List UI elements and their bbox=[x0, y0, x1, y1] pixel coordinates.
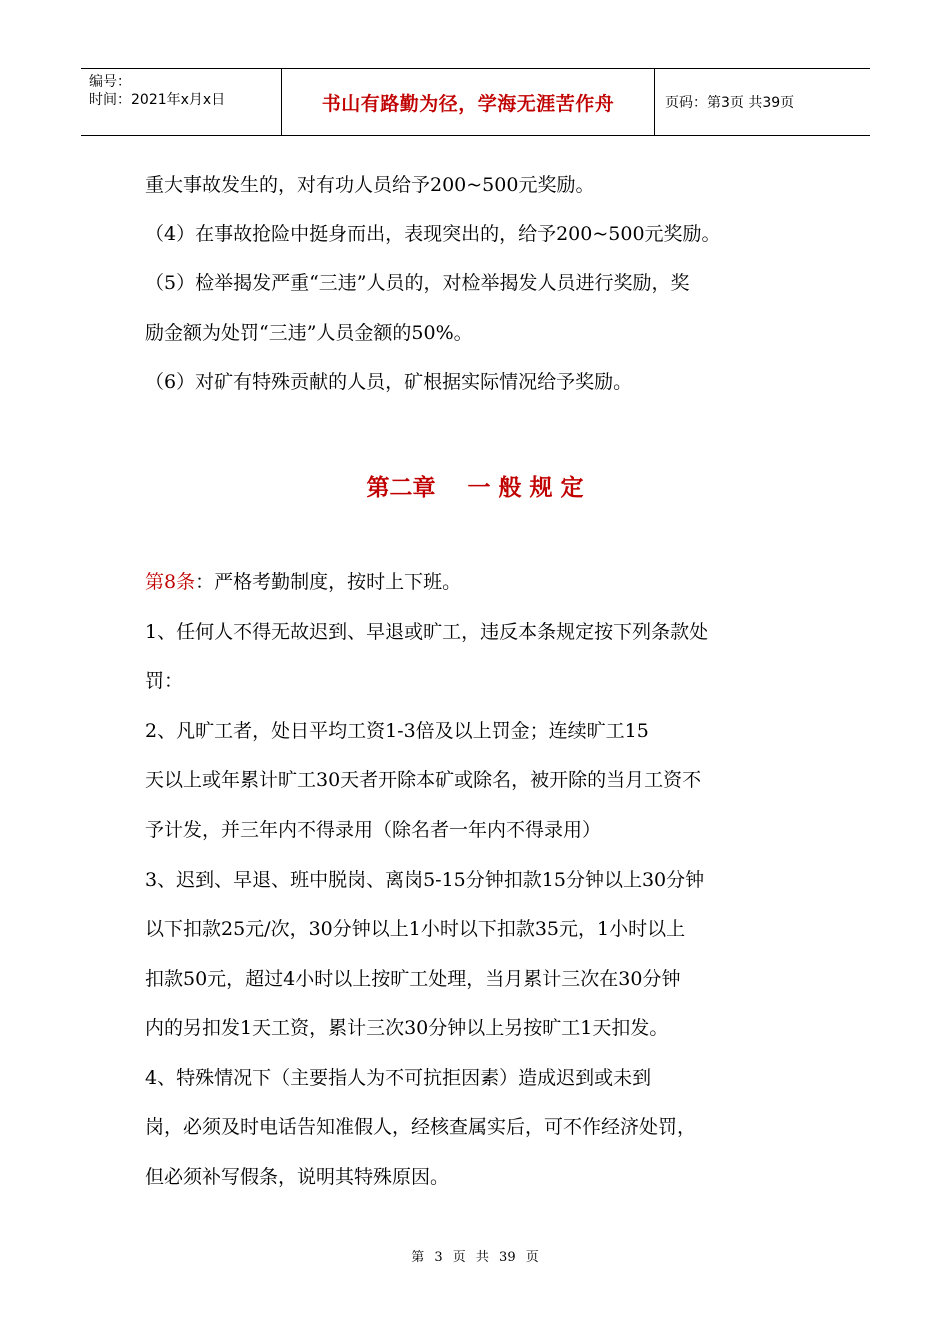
paragraph: （4）在事故抢险中挺身而出，表现突出的，给予200~500元奖励。 bbox=[145, 223, 721, 245]
rule-line: 以下扣款25元/次，30分钟以上1小时以下扣款35元，1小时以上 bbox=[145, 918, 686, 940]
document-date-label: 时间：2021年x月x日 bbox=[89, 92, 226, 108]
paragraph: 重大事故发生的，对有功人员给予200~500元奖励。 bbox=[145, 174, 595, 196]
rule-line: 内的另扣发1天工资，累计三次30分钟以上另按旷工1天扣发。 bbox=[145, 1017, 669, 1039]
header-info-cell bbox=[81, 69, 281, 135]
rule-line: 予计发，并三年内不得录用（除名者一年内不得录用） bbox=[145, 819, 602, 841]
paragraph: （5）检举揭发严重“三违”人员的，对检举揭发人员进行奖励，奖 bbox=[145, 272, 690, 294]
rule-line: 4、特殊情况下（主要指人为不可抗拒因素）造成迟到或未到 bbox=[145, 1067, 652, 1089]
header-page-code: 页码：第3页 共39页 bbox=[665, 95, 795, 111]
chapter-title: 第二章 一 般 规 定 bbox=[366, 475, 584, 501]
rule-line: 天以上或年累计旷工30天者开除本矿或除名，被开除的当月工资不 bbox=[145, 769, 702, 791]
article-text: ：严格考勤制度，按时上下班。 bbox=[195, 571, 462, 593]
page-footer: 第 3 页 共 39 页 bbox=[411, 1250, 539, 1265]
rule-line: 罚： bbox=[145, 670, 184, 692]
rule-line: 1、任何人不得无故迟到、早退或旷工，违反本条规定按下列条款处 bbox=[145, 621, 709, 643]
paragraph: （6）对矿有特殊贡献的人员，矿根据实际情况给予奖励。 bbox=[145, 371, 633, 393]
header-page-cell bbox=[655, 69, 870, 135]
rule-line: 2、凡旷工者，处日平均工资1-3倍及以上罚金；连续旷工15 bbox=[145, 720, 649, 742]
rule-line: 扣款50元，超过4小时以上按旷工处理，当月累计三次在30分钟 bbox=[145, 968, 681, 990]
paragraph: 励金额为处罚“三违”人员金额的50%。 bbox=[145, 322, 473, 344]
rule-line: 岗，必须及时电话告知准假人，经核查属实后，可不作经济处罚， bbox=[145, 1116, 697, 1138]
rule-line: 3、迟到、早退、班中脱岗、离岗5-15分钟扣款15分钟以上30分钟 bbox=[145, 869, 705, 891]
article-heading bbox=[145, 570, 461, 594]
document-number-label: 编号： bbox=[89, 74, 131, 90]
header-motto-cell bbox=[281, 69, 655, 135]
document-header bbox=[81, 68, 870, 136]
rule-line: 但必须补写假条，说明其特殊原因。 bbox=[145, 1166, 450, 1188]
header-motto: 书山有路勤为径，学海无涯苦作舟 bbox=[321, 92, 615, 115]
article-label: 第8条 bbox=[145, 571, 196, 593]
